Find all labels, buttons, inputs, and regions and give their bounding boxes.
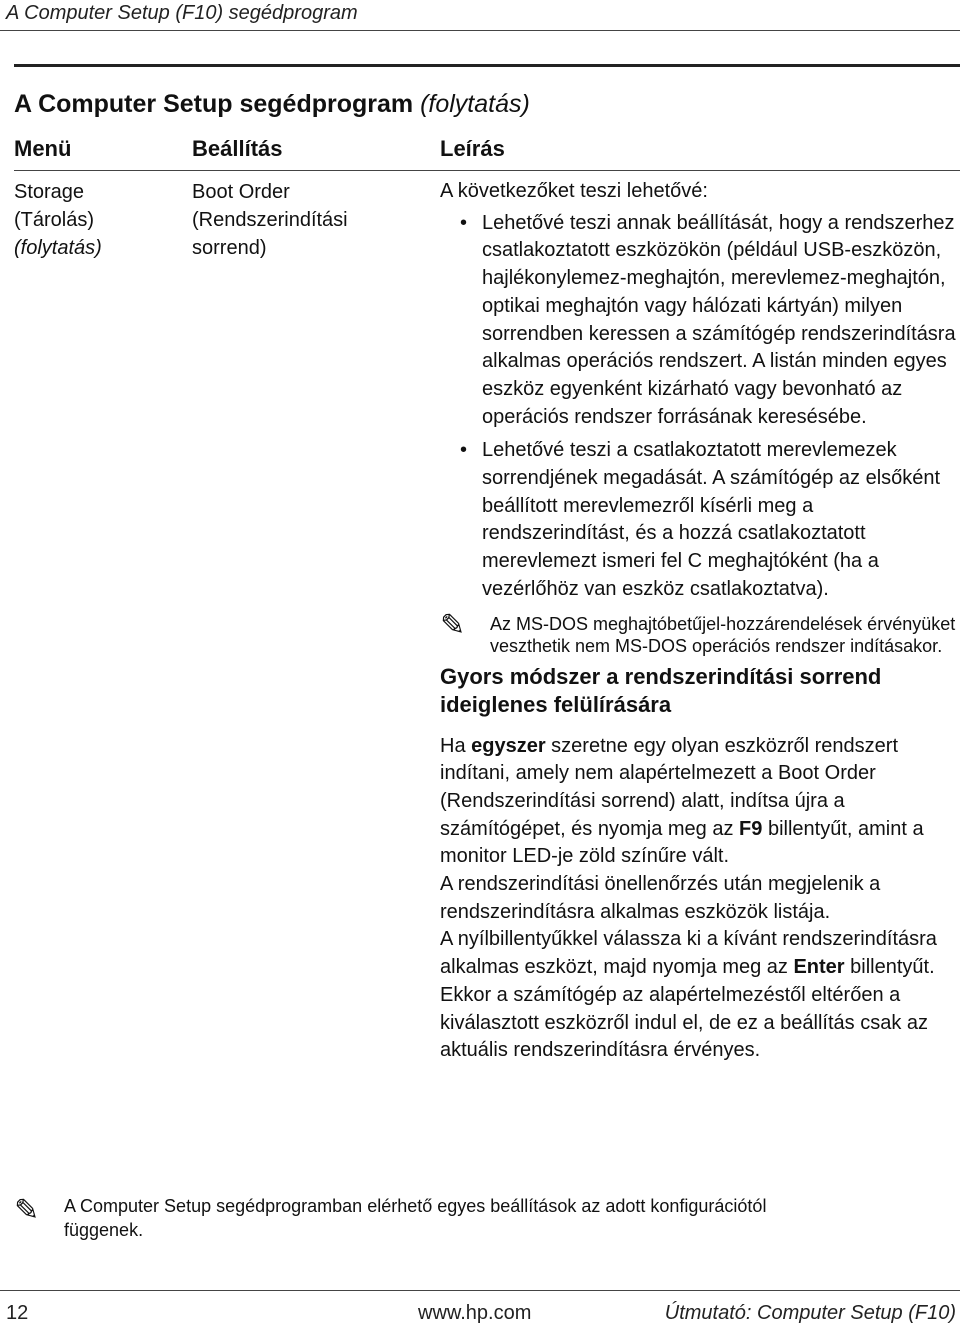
- bottom-note-text: A Computer Setup segédprogramban elérhető egyes beállítások az adott konfigurációtól függenek.: [64, 1196, 767, 1240]
- key-enter: Enter: [793, 956, 845, 979]
- menu-cell-line: Storage: [14, 181, 85, 203]
- table-title-cont: (folytatás): [420, 90, 530, 118]
- column-header-rule: [14, 170, 960, 171]
- note-text: Az MS-DOS meghajtóbetűjel-hozzárendelések érvényüket veszthetik nem MS-DOS operációs rendszer indításakor.: [490, 613, 956, 657]
- bullet-text: Lehetővé teszi a csatlakoztatott merevlemezek sorrendjének megadását. A számítógép az elsőként beállított merevlemezről kísérli meg a rendszerindítást, és a hozzá csatlakoztatott merevlemezt ismeri fel C meghajtóként (ha a vezérlőhöz van eszköz csatlakoztatva).: [482, 439, 941, 600]
- menu-cell: [14, 178, 102, 262]
- menu-cell-line: (Tárolás): [14, 209, 95, 231]
- column-header-description: Leírás: [440, 136, 505, 161]
- table-title: [14, 90, 530, 119]
- section-subheading: Gyors módszer a rendszerindítási sorrend ideiglenes felülírására: [440, 663, 882, 717]
- footer-url: www.hp.com: [418, 1302, 532, 1324]
- bullet-dot: •: [460, 439, 468, 462]
- menu-cell-line: (folytatás): [14, 237, 102, 259]
- table-title-main: A Computer Setup segédprogram: [14, 90, 414, 118]
- column-header-menu: Menü: [14, 136, 72, 161]
- setting-cell-line: sorrend): [192, 237, 267, 259]
- setting-cell-line: (Rendszerindítási: [192, 209, 348, 231]
- bullet-dot: •: [460, 211, 468, 234]
- pencil-icon: ✎: [440, 608, 466, 642]
- description-cell: [440, 178, 960, 1065]
- footer-rule: [0, 1290, 960, 1291]
- setting-cell: [192, 178, 348, 262]
- description-bullet: [440, 210, 960, 432]
- page-number: 12: [6, 1302, 29, 1324]
- column-header-setting: Beállítás: [192, 136, 283, 161]
- pencil-icon: ✎: [14, 1194, 40, 1227]
- key-f9: F9: [739, 817, 763, 840]
- description-note: [440, 608, 960, 658]
- running-header: A Computer Setup (F10) segédprogram: [6, 2, 358, 24]
- footer-guide-title: Útmutató: Computer Setup (F10): [664, 1302, 956, 1324]
- bullet-text: Lehetővé teszi annak beállítását, hogy a rendszerhez csatlakoztatott eszközökön (például USB-eszközön, hajlékonylemez-meghajtón, merevlemez-meghajtón, optikai meghajtón vagy hálózati kártyán) milyen sorrendben keressen a számítógép rendszerindításra alkalmas operációs rendszert. A listán minden egyes eszköz egyenként kizárható vagy bevonható az operációs rendszer forrásának keresésébe.: [482, 211, 956, 428]
- section-paragraph: A rendszerindítási önellenőrzés után megjelenik a rendszerindításra alkalmas eszközök listája.: [440, 873, 881, 923]
- description-intro: A következőket teszi lehetővé:: [440, 180, 708, 202]
- setting-cell-line: Boot Order: [192, 181, 290, 203]
- bottom-note: [14, 1194, 824, 1242]
- section-paragraph: Ha egyszer szeretne egy olyan eszközről rendszert indítani, amely nem alapértelmezett a Boot Order (Rendszerindítási sorrend) alatt, indítsa újra a számítógépet, és nyomja meg az F9 billentyűt, amint a monitor LED-je zöld színűre vált.: [440, 734, 924, 868]
- emphasis-once: egyszer: [471, 734, 546, 757]
- description-bullet: [440, 437, 960, 603]
- section-paragraph: A nyílbillentyűkkel válassza ki a kívánt rendszerindításra alkalmas eszközt, majd nyomja meg az Enter billentyűt. Ekkor a számítógép az alapértelmezéstől eltérően a kiválasztott eszközről indul el, de ez a beállítás csak az aktuális rendszerindításra érvényes.: [440, 928, 937, 1062]
- header-rule: [0, 30, 960, 31]
- table-top-rule: [14, 64, 960, 67]
